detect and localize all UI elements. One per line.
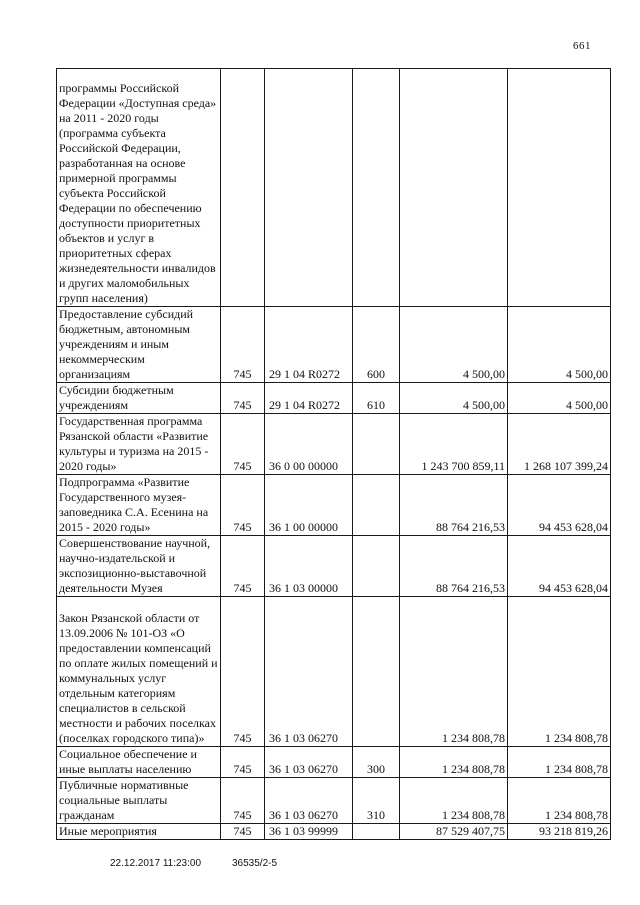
cell-name (57, 778, 221, 824)
cell-csr: 36 1 00 00000 (265, 475, 353, 536)
cell-name (57, 536, 221, 597)
table-row (57, 597, 611, 747)
cell-ved: 745 (221, 307, 265, 383)
cell-vr: 610 (353, 383, 400, 414)
cell-ved: 745 (221, 536, 265, 597)
table-row (57, 307, 611, 383)
row-name-text: Предоставление субсидий бюджетным, автономным учреждениям и иным некоммерческим организациям (59, 307, 194, 381)
cell-csr: 36 1 03 06270 (265, 597, 353, 747)
cell-csr: 36 1 03 06270 (265, 778, 353, 824)
table-row (57, 778, 611, 824)
row-name-text: Иные мероприятия (59, 824, 157, 838)
cell-sum-2019 (400, 69, 508, 307)
cell-vr (353, 824, 400, 840)
cell-csr: 36 1 03 00000 (265, 536, 353, 597)
cell-csr: 29 1 04 R0272 (265, 307, 353, 383)
table-row (57, 69, 611, 307)
cell-sum-2020 (508, 69, 611, 307)
cell-sum-2020: 94 453 628,04 (508, 536, 611, 597)
row-name-text: программы Российской Федерации «Доступная среда» на 2011 - 2020 годы (программа субъекта Российской Федерации, разработанная на основе примерной программы субъекта Российской Федерации по обеспечению доступности приоритетных объектов и услуг в приоритетных сферах жизнедеятельности инвалидов и других маломобильных групп населения) (59, 81, 217, 305)
table-row (57, 747, 611, 778)
cell-name (57, 747, 221, 778)
cell-ved: 745 (221, 778, 265, 824)
cell-sum-2020: 1 234 808,78 (508, 778, 611, 824)
table-row (57, 383, 611, 414)
budget-table (56, 68, 611, 840)
cell-name (57, 824, 221, 840)
cell-sum-2020: 1 234 808,78 (508, 597, 611, 747)
page-number: 661 (573, 40, 591, 52)
table-row (57, 475, 611, 536)
cell-name (57, 307, 221, 383)
cell-ved: 745 (221, 383, 265, 414)
cell-vr (353, 597, 400, 747)
row-name-text: Совершенствование научной, научно-издательской и экспозиционно-выставочной деятельности Музея (59, 536, 211, 595)
cell-vr (353, 414, 400, 475)
table-row (57, 824, 611, 840)
cell-sum-2020: 4 500,00 (508, 307, 611, 383)
cell-name (57, 69, 221, 307)
row-name-text: Подпрограмма «Развитие Государственного музея-заповедника С.А. Есенина на 2015 - 2020 годы» (59, 475, 209, 534)
cell-sum-2019: 88 764 216,53 (400, 536, 508, 597)
cell-sum-2020: 93 218 819,26 (508, 824, 611, 840)
cell-ved: 745 (221, 597, 265, 747)
cell-csr: 36 0 00 00000 (265, 414, 353, 475)
cell-sum-2020: 4 500,00 (508, 383, 611, 414)
table-row (57, 536, 611, 597)
cell-sum-2020: 1 268 107 399,24 (508, 414, 611, 475)
cell-vr (353, 69, 400, 307)
cell-vr: 310 (353, 778, 400, 824)
cell-name (57, 414, 221, 475)
cell-csr: 36 1 03 06270 (265, 747, 353, 778)
cell-sum-2019: 87 529 407,75 (400, 824, 508, 840)
row-name-text: Субсидии бюджетным учреждениям (59, 383, 174, 412)
footer-document-code: 36535/2-5 (232, 858, 278, 869)
cell-sum-2019: 1 243 700 859,11 (400, 414, 508, 475)
cell-csr (265, 69, 353, 307)
footer-datetime: 22.12.2017 11:23:00 (110, 858, 202, 869)
cell-csr: 36 1 03 99999 (265, 824, 353, 840)
cell-vr (353, 475, 400, 536)
row-name-text: Государственная программа Рязанской области «Развитие культуры и туризма на 2015 - 2020 годы» (59, 414, 209, 473)
cell-ved: 745 (221, 824, 265, 840)
cell-name (57, 383, 221, 414)
row-name-text: Публичные нормативные социальные выплаты гражданам (59, 778, 189, 822)
cell-ved: 745 (221, 747, 265, 778)
cell-name (57, 597, 221, 747)
cell-csr: 29 1 04 R0272 (265, 383, 353, 414)
row-name-text: Социальное обеспечение и иные выплаты населению (59, 747, 197, 776)
cell-sum-2019: 88 764 216,53 (400, 475, 508, 536)
cell-sum-2019: 1 234 808,78 (400, 747, 508, 778)
cell-ved (221, 69, 265, 307)
cell-sum-2019: 1 234 808,78 (400, 778, 508, 824)
cell-ved: 745 (221, 414, 265, 475)
cell-sum-2020: 94 453 628,04 (508, 475, 611, 536)
cell-vr (353, 536, 400, 597)
cell-sum-2020: 1 234 808,78 (508, 747, 611, 778)
cell-vr: 300 (353, 747, 400, 778)
table-row (57, 414, 611, 475)
cell-name (57, 475, 221, 536)
cell-vr: 600 (353, 307, 400, 383)
cell-sum-2019: 1 234 808,78 (400, 597, 508, 747)
row-name-text: Закон Рязанской области от 13.09.2006 № 101-ОЗ «О предоставлении компенсаций по оплате жилых помещений и коммунальных услуг отдельным категориям специалистов в сельской местности и рабочих поселках (поселках городского типа)» (59, 611, 218, 745)
cell-sum-2019: 4 500,00 (400, 383, 508, 414)
cell-sum-2019: 4 500,00 (400, 307, 508, 383)
cell-ved: 745 (221, 475, 265, 536)
